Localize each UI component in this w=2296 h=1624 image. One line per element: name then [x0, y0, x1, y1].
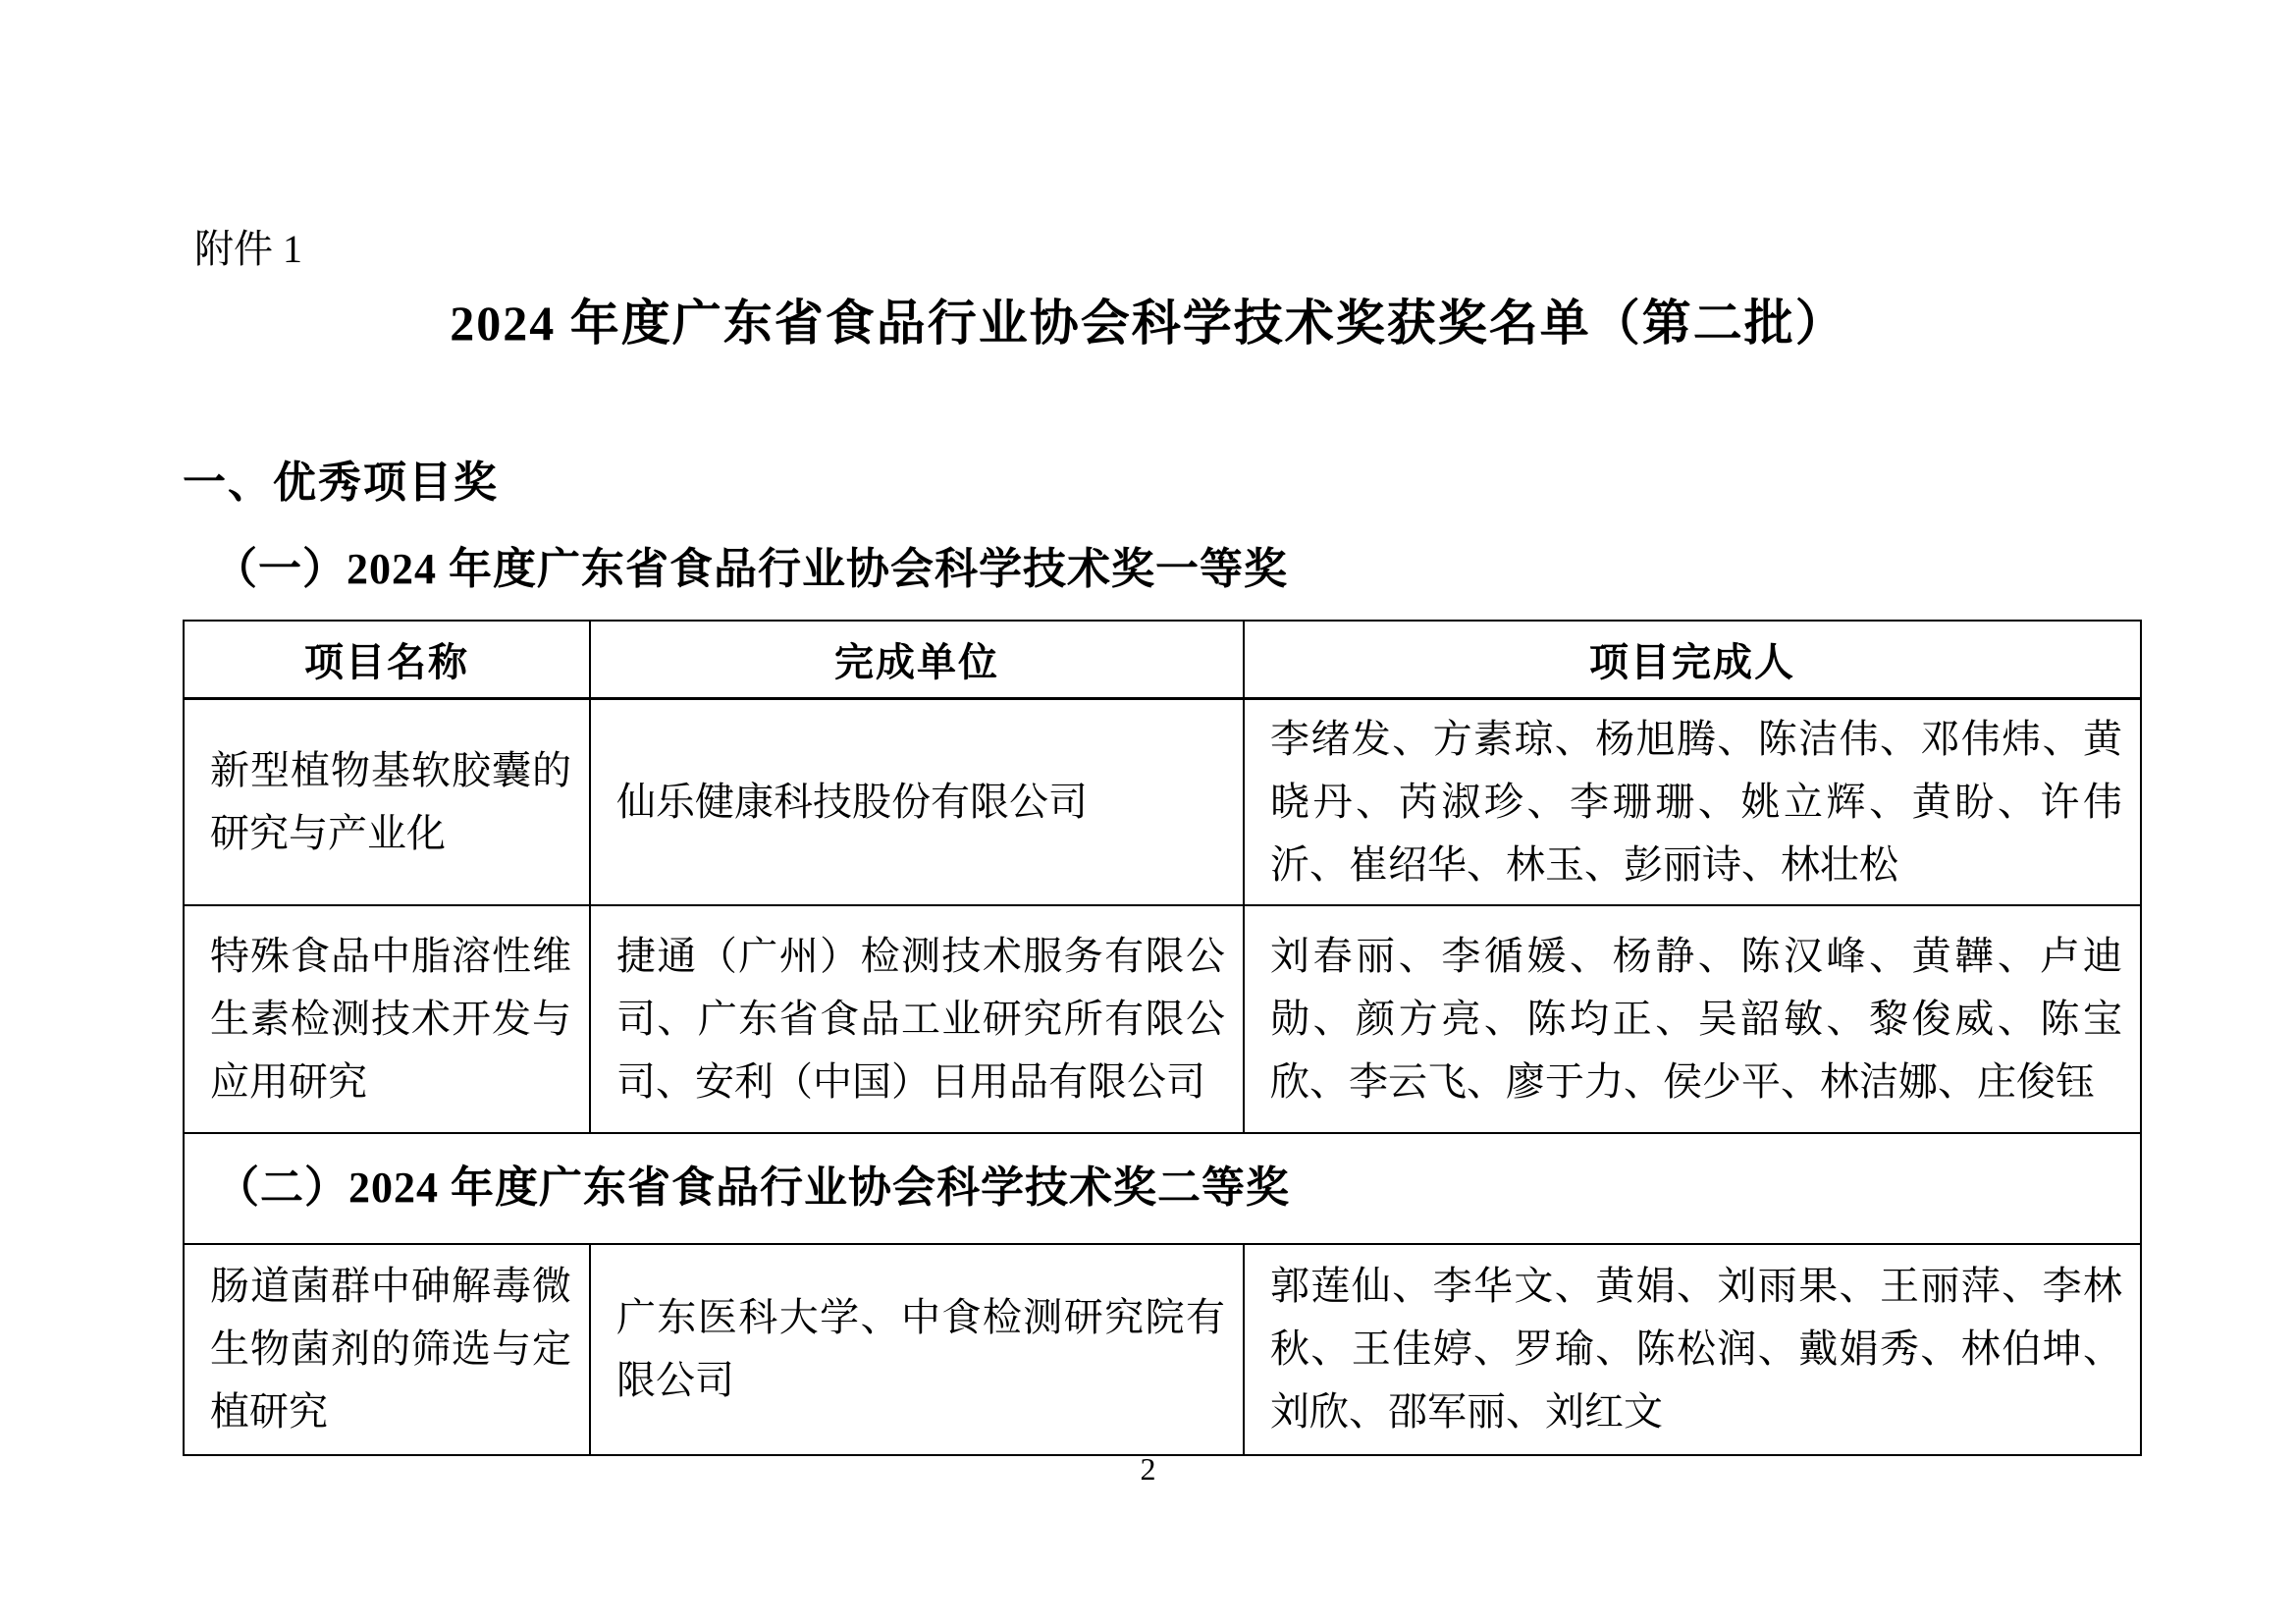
- attachment-label: 附件 1: [194, 227, 302, 271]
- table-row-first-prize-1: [184, 698, 2141, 905]
- col-header-project-completers: 项目完成人: [1244, 621, 2141, 698]
- award-table: [183, 620, 2142, 1456]
- project-name-cell: 特殊食品中脂溶性维生素检测技术开发与应用研究: [184, 905, 590, 1133]
- project-name-cell: 肠道菌群中砷解毒微生物菌剂的筛选与定植研究: [184, 1244, 590, 1455]
- subsection-heading-second-prize: （二）2024 年度广东省食品行业协会科学技术奖二等奖: [184, 1133, 2141, 1244]
- page-number: 2: [1140, 1451, 1156, 1487]
- section-heading-excellent-project-award: 一、优秀项目奖: [183, 459, 499, 507]
- col-header-project-name: 项目名称: [184, 621, 590, 698]
- completers-cell: 郭莲仙、李华文、黄娟、刘雨果、王丽萍、李林秋、王佳婷、罗瑜、陈松润、戴娟秀、林伯坤、刘欣、邵军丽、刘红文: [1244, 1244, 2141, 1455]
- table-section-row: [184, 1133, 2141, 1244]
- organizations-cell: 捷通（广州）检测技术服务有限公司、广东省食品工业研究所有限公司、安利（中国）日用品有限公司: [590, 905, 1244, 1133]
- table-row-first-prize-2: [184, 905, 2141, 1133]
- subsection-heading-first-prize: （一）2024 年度广东省食品行业协会科学技术奖一等奖: [214, 545, 1288, 593]
- page-title: 2024 年度广东省食品行业协会科学技术奖获奖名单（第二批）: [450, 296, 1846, 351]
- organizations-cell: 广东医科大学、中食检测研究院有限公司: [590, 1244, 1244, 1455]
- completers-cell: 李绪发、方素琼、杨旭腾、陈洁伟、邓伟炜、黄晓丹、芮淑珍、李珊珊、姚立辉、黄盼、许伟沂、崔绍华、林玉、彭丽诗、林壮松: [1244, 698, 2141, 905]
- col-header-completing-organization: 完成单位: [590, 621, 1244, 698]
- table-header-row: [184, 621, 2141, 698]
- table-row-second-prize-1: [184, 1244, 2141, 1455]
- completers-cell: 刘春丽、李循媛、杨静、陈汉峰、黄韡、卢迪勋、颜方亮、陈均正、吴韶敏、黎俊威、陈宝欣、李云飞、廖于力、侯少平、林洁娜、庄俊钰: [1244, 905, 2141, 1133]
- organizations-cell: 仙乐健康科技股份有限公司: [590, 698, 1244, 905]
- project-name-cell: 新型植物基软胶囊的研究与产业化: [184, 698, 590, 905]
